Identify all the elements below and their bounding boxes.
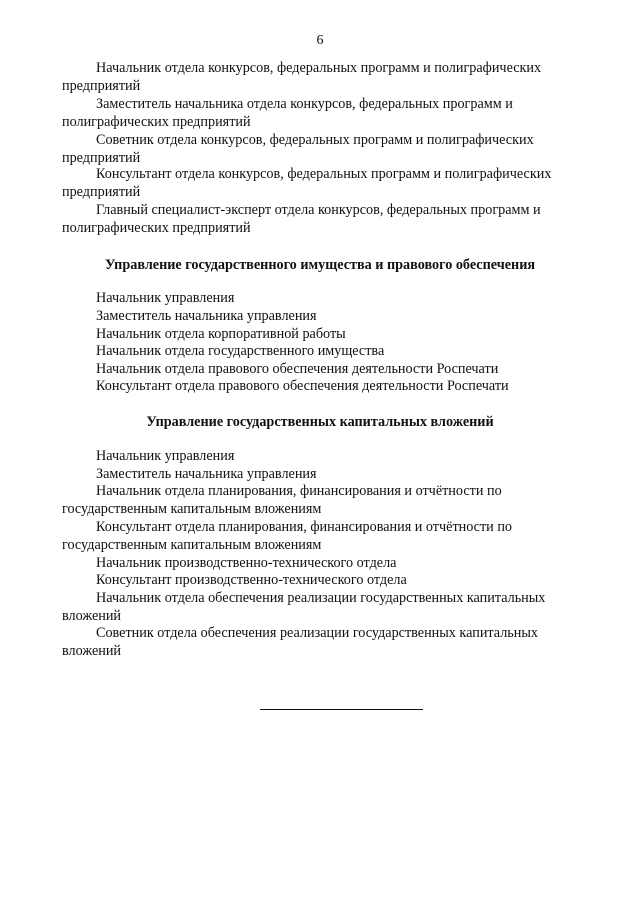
list-item: Консультант производственно-технического отдела [96, 572, 407, 588]
list-item: Консультант отдела конкурсов, федеральных программ и полиграфических предприятий [62, 166, 552, 200]
list-item: Заместитель начальника управления [96, 466, 317, 482]
section-heading: Управление государственных капитальных вложений [146, 414, 494, 430]
list-item: Начальник управления [96, 290, 235, 306]
list-item: Заместитель начальника отдела конкурсов, федеральных программ и полиграфических предприятий [62, 96, 513, 130]
section-heading: Управление государственного имущества и правового обеспечения [104, 257, 536, 273]
list-item: Начальник отдела государственного имущества [96, 343, 385, 359]
list-item: Начальник отдела правового обеспечения деятельности Роспечати [96, 361, 499, 377]
list-item: Консультант отдела планирования, финансирования и отчётности по государственным капитальным вложениям [62, 519, 513, 553]
list-item: Советник отдела обеспечения реализации государственных капитальных вложений [62, 625, 538, 659]
list-item: Советник отдела конкурсов, федеральных программ и полиграфических предприятий [62, 132, 534, 166]
list-item: Начальник производственно-технического отдела [96, 555, 397, 571]
closing-rule [260, 709, 423, 710]
list-item: Начальник отдела конкурсов, федеральных программ и полиграфических предприятий [62, 60, 542, 94]
list-item: Начальник отдела обеспечения реализации государственных капитальных вложений [62, 590, 546, 624]
list-item: Начальник отдела планирования, финансирования и отчётности по государственным капитальным вложениям [62, 483, 502, 517]
list-item: Главный специалист-эксперт отдела конкурсов, федеральных программ и полиграфических предприятий [62, 202, 541, 236]
list-item: Консультант отдела правового обеспечения деятельности Роспечати [96, 378, 509, 394]
list-item: Начальник отдела корпоративной работы [96, 326, 346, 342]
list-item: Начальник управления [96, 448, 235, 464]
list-item: Заместитель начальника управления [96, 308, 317, 324]
page-number: 6 [316, 33, 324, 48]
